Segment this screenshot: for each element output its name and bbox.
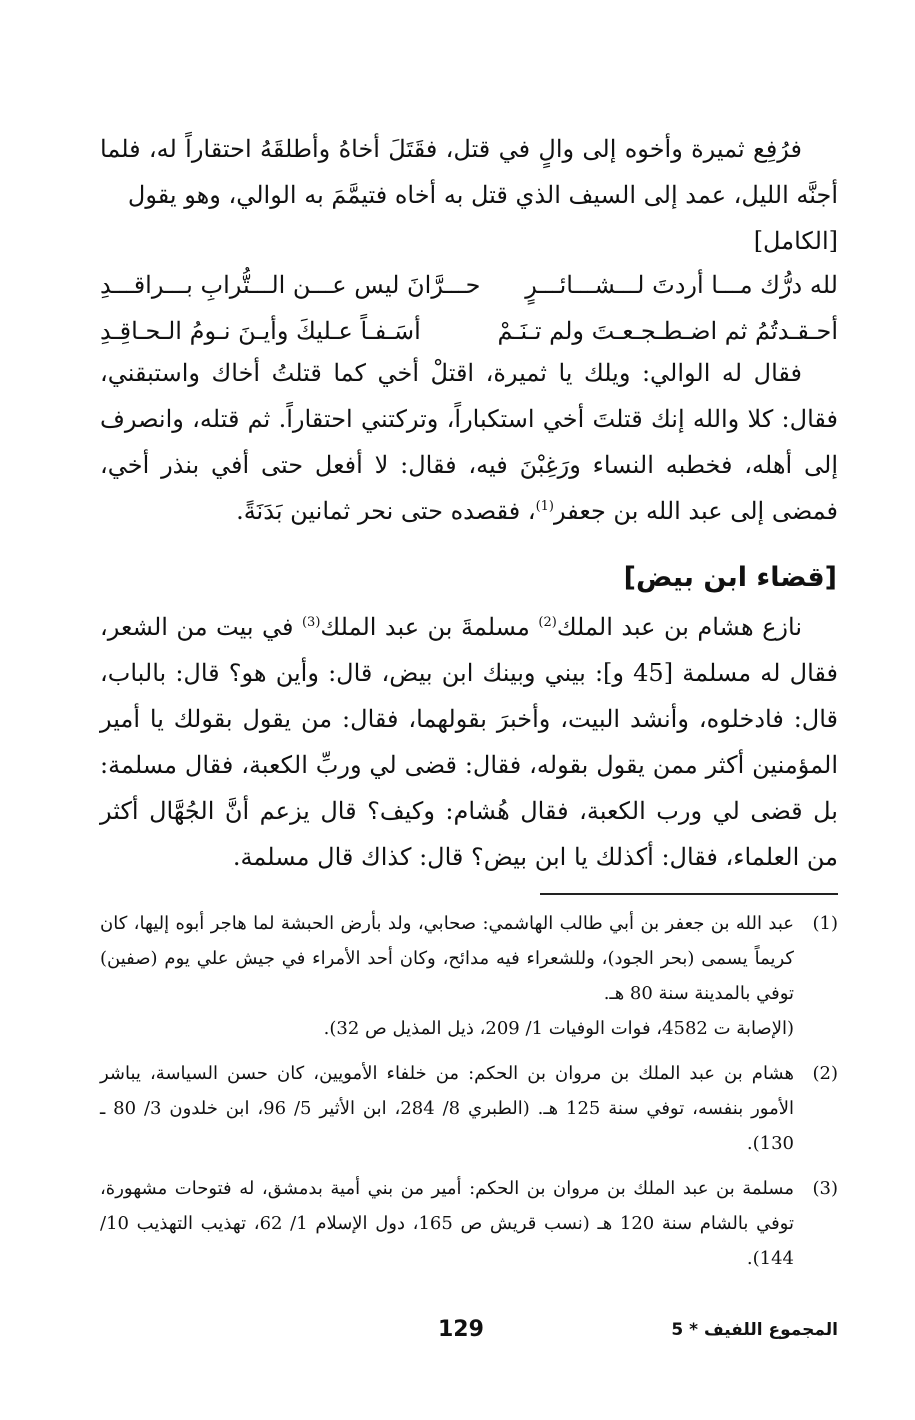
section-text-b: مسلمةَ بن عبد الملك xyxy=(320,613,539,641)
footnote xyxy=(100,1056,838,1161)
footnote-divider xyxy=(540,893,838,895)
section-text-a: نازع هشام بن عبد الملك xyxy=(556,613,803,641)
narrative-block xyxy=(100,350,838,534)
verse-first-hemistich: لله درُّك مـــا أردتَ لـــشـــائـــرٍ xyxy=(525,271,838,299)
footnote-body xyxy=(100,1056,794,1161)
footnote-text: مسلمة بن عبد الملك بن مروان بن الحكم: أمير من بني أمية بدمشق، له فتوحات مشهورة، توفي بالشام سنة 120 هـ (نسب قريش ص 165، دول الإسلام 1/ 62، تهذيب التهذيب 10/ 144). xyxy=(100,1178,794,1269)
section-text-c: في بيت من الشعر، فقال له مسلمة [45 و]: بيني وبينك ابن بيض، قال: وأين هو؟ قال: بالباب، قال: فادخلوه، وأنشد البيت، وأخبرَ بقولهما، فقال: من يقول بقولك يا أمير المؤمنين أكثر ممن يقول بقوله، فقال: قضى لي وربِّ الكعبة، فقال مسلمة: بل قضى لي ورب الكعبة، فقال هُشام: وكيف؟ قال يزعم أنَّ الجُهَّال أكثر من العلماء، فقال: أكذلك يا ابن بيض؟ قال: كذاك قال مسلمة. xyxy=(100,613,838,871)
verse-first-hemistich: أحـقـدتُمُ ثم اضـطـجـعـتَ ولم تـنَـمْ xyxy=(497,317,838,345)
footnote-text: عبد الله بن جعفر بن أبي طالب الهاشمي: صحابي، ولد بأرض الحبشة لما هاجر أبوه إليها، كان كريماً يسمى (بحر الجود)، وللشعراء فيه مدائح، وكان أحد الأمراء في جيش علي يوم (صفين) توفي بالمدينة سنة 80 هـ. xyxy=(100,913,794,1004)
footnote-ref: (1) xyxy=(535,499,554,514)
footnote-ref: (2) xyxy=(538,615,557,630)
footnote-number: (2) xyxy=(812,1063,838,1084)
section-heading: [قضاء ابن بيض] xyxy=(623,562,837,593)
meter-label: [الكامل] xyxy=(753,227,838,255)
page-footer xyxy=(100,1313,838,1347)
verse-second-hemistich: حـــرَّانَ ليس عـــن الـــتُّرابِ بـــراقـــدِ xyxy=(100,271,481,299)
footnote xyxy=(100,1171,838,1276)
footnote-number: (1) xyxy=(812,913,838,934)
footnote-number: (3) xyxy=(812,1178,838,1199)
opening-block xyxy=(100,126,838,264)
footnote-body xyxy=(100,906,794,1046)
page-number: 129 xyxy=(438,1317,484,1342)
verse-second-hemistich: أسَـفـاً عـليكَ وأيـنَ نـومُ الـحـاقِـدِ xyxy=(100,317,421,345)
series-title: المجموع اللفيف * 5 xyxy=(671,1320,838,1340)
paragraph-2-text: فقال له الوالي: ويلك يا ثميرة، اقتلْ أخي كما قتلتُ أخاك واستبقني، فقال: كلا والله إنك قتلتَ أخي استكباراً، وتركتني احتقاراً. ثم قتله، وانصرف إلى أهله، فخطبه النساء ورَغِبْنَ فيه، فقال: لا أفعل حتى أفي بنذر أخي، فمضى إلى عبد الله بن جعفر xyxy=(100,359,838,525)
footnotes xyxy=(100,906,838,1286)
footnote-text: هشام بن عبد الملك بن مروان بن الحكم: من خلفاء الأمويين، كان حسن السياسة، يباشر الأمور بنفسه، توفي سنة 125 هـ. (الطبري 8/ 284، ابن الأثير 5/ 96، ابن خلدون 3/ 80 ـ 130). xyxy=(100,1063,794,1154)
footnote-body xyxy=(100,1171,794,1276)
poem-verse xyxy=(100,308,838,354)
poem xyxy=(100,262,838,354)
paragraph-1: فرُفِع ثميرة وأخوه إلى والٍ في قتل، فقَتَلَ أخاهُ وأطلقَهُ احتقاراً له، فلما أجنَّه الليل، عمد إلى السيف الذي قتل به أخاه فتيمَّمَ به الوالي، وهو يقول xyxy=(100,135,838,209)
paragraph-2-end: ، فقصده حتى نحر ثمانين بَدَنَةً. xyxy=(236,497,536,525)
paragraph-2 xyxy=(100,350,838,534)
poem-verse xyxy=(100,262,838,308)
footnote xyxy=(100,906,838,1046)
footnote-text: (الإصابة ت 4582، فوات الوفيات 1/ 209، ذيل المذيل ص 32). xyxy=(323,1018,794,1039)
section-paragraph xyxy=(100,604,838,880)
footnote-ref: (3) xyxy=(301,615,321,630)
section-block xyxy=(100,604,838,880)
